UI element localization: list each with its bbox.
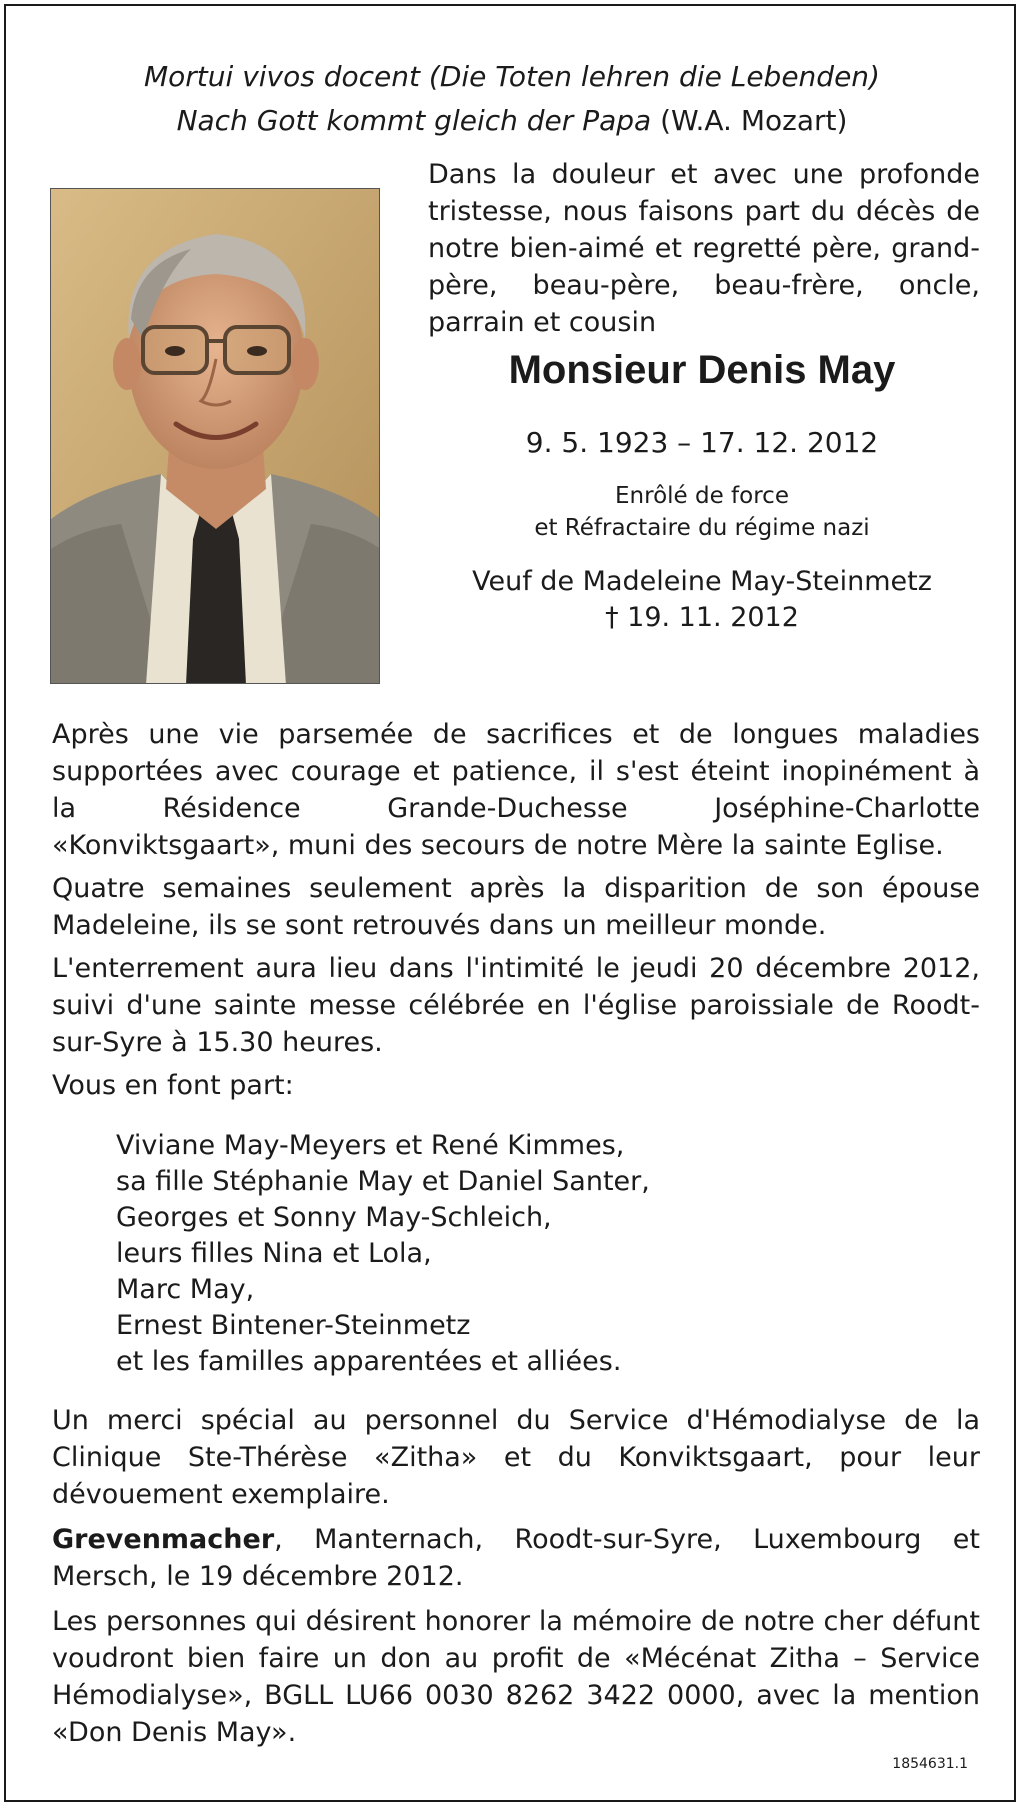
motto-quote: Nach Gott kommt gleich der Papa	[176, 104, 652, 137]
motto-line-1: Mortui vivos docent (Die Toten lehren die Lebenden)	[144, 60, 880, 93]
paragraph-donation: Les personnes qui désirent honorer la mémoire de notre cher défunt voudront bien faire un don au profit de «Mécénat Zitha – Service Hémodialyse», BGLL LU66 0030 8262 3422 0000, avec la mention «Don Denis May».	[52, 1606, 980, 1748]
family-member: et les familles apparentées et alliées.	[116, 1346, 622, 1377]
family-member: Georges et Sonny May-Schleich,	[116, 1202, 552, 1233]
place-bold: Grevenmacher	[52, 1524, 275, 1555]
family-member: Viviane May-Meyers et René Kimmes,	[116, 1130, 625, 1161]
deceased-name: Monsieur Denis May	[508, 348, 896, 392]
motto-author: (W.A. Mozart)	[660, 104, 848, 137]
paragraph-life: Après une vie parsemée de sacrifices et de longues maladies supportées avec courage et patience, il s'est éteint inopinément à la Résidence Grande-Duchesse Joséphine-Charlotte «Konviktsgaart», muni des secours de notre Mère la sainte Eglise.	[52, 719, 980, 861]
paragraph-thanks: Un merci spécial au personnel du Service d'Hémodialyse de la Clinique Ste-Thérèse «Zitha» et du Konviktsgaart, pour leur dévouement exemplaire.	[52, 1405, 980, 1510]
family-member: Ernest Bintener-Steinmetz	[116, 1310, 471, 1341]
portrait-photo	[50, 188, 380, 684]
paragraph-funeral: L'enterrement aura lieu dans l'intimité le jeudi 20 décembre 2012, suivi d'une sainte messe célébrée en l'église paroissiale de Roodt-sur-Syre à 15.30 heures.	[52, 953, 980, 1058]
family-member: Marc May,	[116, 1274, 255, 1305]
announcement-label: Vous en font part:	[52, 1070, 294, 1101]
closing-text	[52, 1402, 980, 1757]
widower-line: Veuf de Madeleine May-Steinmetz	[472, 566, 932, 597]
intro-paragraph: Dans la douleur et avec une profonde tristesse, nous faisons part du décès de notre bien-aimé et regretté père, grand-père, beau-père, beau-frère, oncle, parrain et cousin	[428, 159, 980, 338]
reference-number: 1854631.1	[892, 1756, 968, 1772]
main-text	[52, 716, 980, 1110]
note-line-2: et Réfractaire du régime nazi	[534, 515, 870, 541]
motto-line-2	[6, 104, 1018, 137]
family-member: leurs filles Nina et Lola,	[116, 1238, 432, 1269]
life-dates: 9. 5. 1923 – 17. 12. 2012	[525, 426, 879, 459]
place-rest: , Manternach, Roodt-sur-Syre, Luxembourg et Mersch, le 19 décembre 2012.	[52, 1524, 980, 1592]
note-line-1: Enrôlé de force	[615, 483, 789, 509]
spouse-death-date: † 19. 11. 2012	[605, 602, 799, 633]
place-and-date	[52, 1521, 980, 1595]
intro-text	[428, 156, 980, 341]
family-member: sa fille Stéphanie May et Daniel Santer,	[116, 1166, 650, 1197]
obituary-notice	[4, 4, 1016, 1802]
family-list	[116, 1128, 916, 1380]
paragraph-reunion: Quatre semaines seulement après la disparition de son épouse Madeleine, ils se sont retrouvés dans un meilleur monde.	[52, 873, 980, 941]
